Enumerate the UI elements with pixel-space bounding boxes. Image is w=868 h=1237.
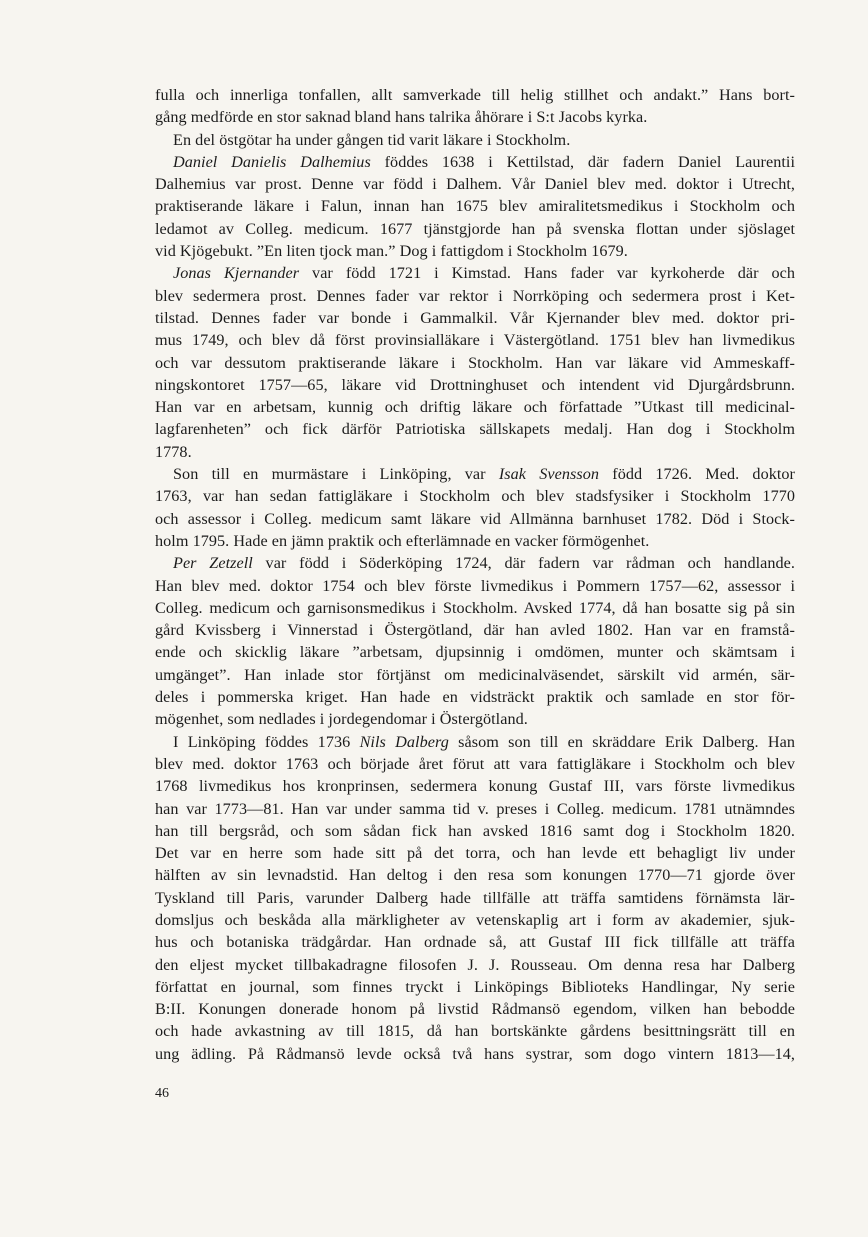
text-line xyxy=(155,887,795,909)
person-name: Isak Svensson xyxy=(498,465,600,484)
text-run: han till bergsråd, och som sådan fick han avsked 1816 samt dog i Stockholm 1820. xyxy=(155,821,795,840)
text-run: mus 1749, och blev då först provinsialläkare i Västergötland. 1751 blev han livmedikus xyxy=(155,331,795,350)
text-line xyxy=(155,195,795,217)
text-run: den eljest mycket tillbakadragne filosofen J. J. Rousseau. Om denna resa har Dalberg xyxy=(155,955,795,974)
text-run: han var 1773—81. Han var under samma tid v. preses i Colleg. medicum. 1781 utnämndes xyxy=(155,799,795,818)
text-run: mögenhet, som nedlades i jordegendomar i Östergötland. xyxy=(155,710,528,729)
text-run: blev med. doktor 1763 och började året förut att vara fattigläkare i Stockholm och blev xyxy=(155,754,795,773)
text-line xyxy=(155,798,795,820)
text-line xyxy=(155,686,795,708)
text-run: 1763, var han sedan fattigläkare i Stockholm och blev stadsfysiker i Stockholm 1770 xyxy=(155,487,795,506)
person-name: Nils Dalberg xyxy=(359,732,449,751)
text-line xyxy=(155,753,795,775)
text-run: hus och botaniska trädgårdar. Han ordnade så, att Gustaf III fick tillfälle att träffa xyxy=(155,933,795,952)
text-run: gård Kvissberg i Vinnerstad i Östergötland, där han avled 1802. Han var en framstå- xyxy=(155,621,795,640)
text-line xyxy=(155,731,795,753)
body-text xyxy=(155,84,795,1065)
text-run: Han blev med. doktor 1754 och blev förste livmedikus i Pommern 1757—62, assessor i xyxy=(155,576,795,595)
text-run: ningskontoret 1757—65, läkare vid Drottninghuset och intendent vid Djurgårdsbrunn. xyxy=(155,375,795,394)
text-line xyxy=(155,485,795,507)
text-line xyxy=(155,441,795,463)
text-run: lagfarenheten” och fick därför Patriotiska sällskapets medalj. Han dog i Stockholm xyxy=(155,420,795,439)
text-line xyxy=(155,976,795,998)
person-name: Daniel Danielis Dalhemius xyxy=(173,152,371,171)
text-line xyxy=(155,129,795,151)
text-line xyxy=(155,1020,795,1042)
text-line xyxy=(155,530,795,552)
text-run: umgänget”. Han inlade stor förtjänst om medicinalväsendet, särskilt vid armén, sär- xyxy=(155,665,795,684)
text-line xyxy=(155,84,795,106)
text-run: gång medförde en stor saknad bland hans talrika åhörare i S:t Jacobs kyrka. xyxy=(155,108,648,127)
text-run: född 1726. Med. doktor xyxy=(599,465,795,484)
text-run: och assessor i Colleg. medicum samt läkare vid Allmänna barnhuset 1782. Död i Stock- xyxy=(155,509,795,528)
text-line xyxy=(155,285,795,307)
text-line xyxy=(155,909,795,931)
text-run: ledamot av Colleg. medicum. 1677 tjänstgjorde han på svenska flottan under sjöslaget xyxy=(155,219,795,238)
text-line xyxy=(155,218,795,240)
text-line xyxy=(155,508,795,530)
text-line xyxy=(155,619,795,641)
text-line xyxy=(155,262,795,284)
text-run: 1778. xyxy=(155,442,192,461)
text-run: holm 1795. Hade en jämn praktik och efterlämnade en vacker förmögenhet. xyxy=(155,531,650,550)
text-line xyxy=(155,597,795,619)
text-run: ung ädling. På Rådmansö levde också två hans systrar, som dogo vintern 1813—14, xyxy=(155,1044,795,1063)
text-line xyxy=(155,374,795,396)
text-run: föddes 1638 i Kettilstad, där fadern Daniel Laurentii xyxy=(370,152,795,171)
text-line xyxy=(155,820,795,842)
text-run: Han var en arbetsam, kunnig och driftig läkare och författade ”Utkast till medicinal- xyxy=(155,398,795,417)
text-run: domsljus och beskåda alla märkligheter av vetenskaplig art i form av akademier, sjuk- xyxy=(155,910,795,929)
text-run: B:II. Konungen donerade honom på livstid Rådmansö egendom, vilken han bebodde xyxy=(155,1000,795,1019)
text-line xyxy=(155,998,795,1020)
text-run: Tyskland till Paris, varunder Dalberg hade tillfälle att träffa samtidens förnämsta lär- xyxy=(155,888,795,907)
text-run: Dalhemius var prost. Denne var född i Dalhem. Vår Daniel blev med. doktor i Utrecht, xyxy=(155,175,795,194)
text-line xyxy=(155,352,795,374)
text-line xyxy=(155,664,795,686)
text-line xyxy=(155,641,795,663)
text-line xyxy=(155,106,795,128)
text-line xyxy=(155,931,795,953)
text-line xyxy=(155,775,795,797)
text-run: var född 1721 i Kimstad. Hans fader var kyrkoherde där och xyxy=(299,264,795,283)
text-run: såsom son till en skräddare Erik Dalberg. Han xyxy=(448,732,795,751)
text-line xyxy=(155,575,795,597)
text-line xyxy=(155,463,795,485)
text-run: ende och skicklig läkare ”arbetsam, djupsinnig i omdömen, munter och skämtsam i xyxy=(155,643,795,662)
text-line xyxy=(155,329,795,351)
text-run: var född i Söderköping 1724, där fadern var rådman och handlande. xyxy=(252,554,795,573)
text-line xyxy=(155,954,795,976)
text-run: fulla och innerliga tonfallen, allt samverkade till helig stillhet och andakt.” Hans bort- xyxy=(155,86,795,104)
page-number: 46 xyxy=(155,1086,169,1101)
text-line xyxy=(155,864,795,886)
person-name: Jonas Kjernander xyxy=(173,264,300,283)
person-name: Per Zetzell xyxy=(173,554,253,573)
text-run: praktiserande läkare i Falun, innan han 1675 blev amiralitetsmedikus i Stockholm och xyxy=(155,197,795,216)
text-line xyxy=(155,307,795,329)
text-run: Det var en herre som hade sitt på det torra, och han levde ett behagligt liv under xyxy=(155,844,795,863)
text-run: vid Kjögebukt. ”En liten tjock man.” Dog i fattigdom i Stockholm 1679. xyxy=(155,242,628,261)
text-run: och hade avkastning av till 1815, då han bortskänkte gårdens besittningsrätt till en xyxy=(155,1022,795,1041)
text-line xyxy=(155,1043,795,1065)
text-run: deles i pommerska kriget. Han hade en vidsträckt praktik och samlade en stor för- xyxy=(155,688,795,707)
text-line xyxy=(155,151,795,173)
text-run: blev sedermera prost. Dennes fader var rektor i Norrköping och sedermera prost i Ket- xyxy=(155,286,795,305)
text-line xyxy=(155,708,795,730)
text-run: I Linköping föddes 1736 xyxy=(173,732,360,751)
text-run: En del östgötar ha under gången tid varit läkare i Stockholm. xyxy=(173,130,571,149)
text-run: hälften av sin levnadstid. Han deltog i den resa som konungen 1770—71 gjorde över xyxy=(155,866,795,885)
text-run: Son till en murmästare i Linköping, var xyxy=(173,465,499,484)
text-line xyxy=(155,842,795,864)
text-run: tilstad. Dennes fader var bonde i Gammalkil. Vår Kjernander blev med. doktor pri- xyxy=(155,308,795,327)
text-run: 1768 livmedikus hos kronprinsen, sedermera konung Gustaf III, vars förste livmedikus xyxy=(155,777,795,796)
text-run: författat en journal, som finnes tryckt i Linköpings Biblioteks Handlingar, Ny serie xyxy=(155,977,795,996)
text-line xyxy=(155,240,795,262)
text-run: och var dessutom praktiserande läkare i Stockholm. Han var läkare vid Ammeskaff- xyxy=(155,353,795,372)
text-line xyxy=(155,396,795,418)
text-line xyxy=(155,552,795,574)
text-line xyxy=(155,418,795,440)
text-line xyxy=(155,173,795,195)
text-run: Colleg. medicum och garnisonsmedikus i Stockholm. Avsked 1774, då han bosatte sig på sin xyxy=(155,598,795,617)
